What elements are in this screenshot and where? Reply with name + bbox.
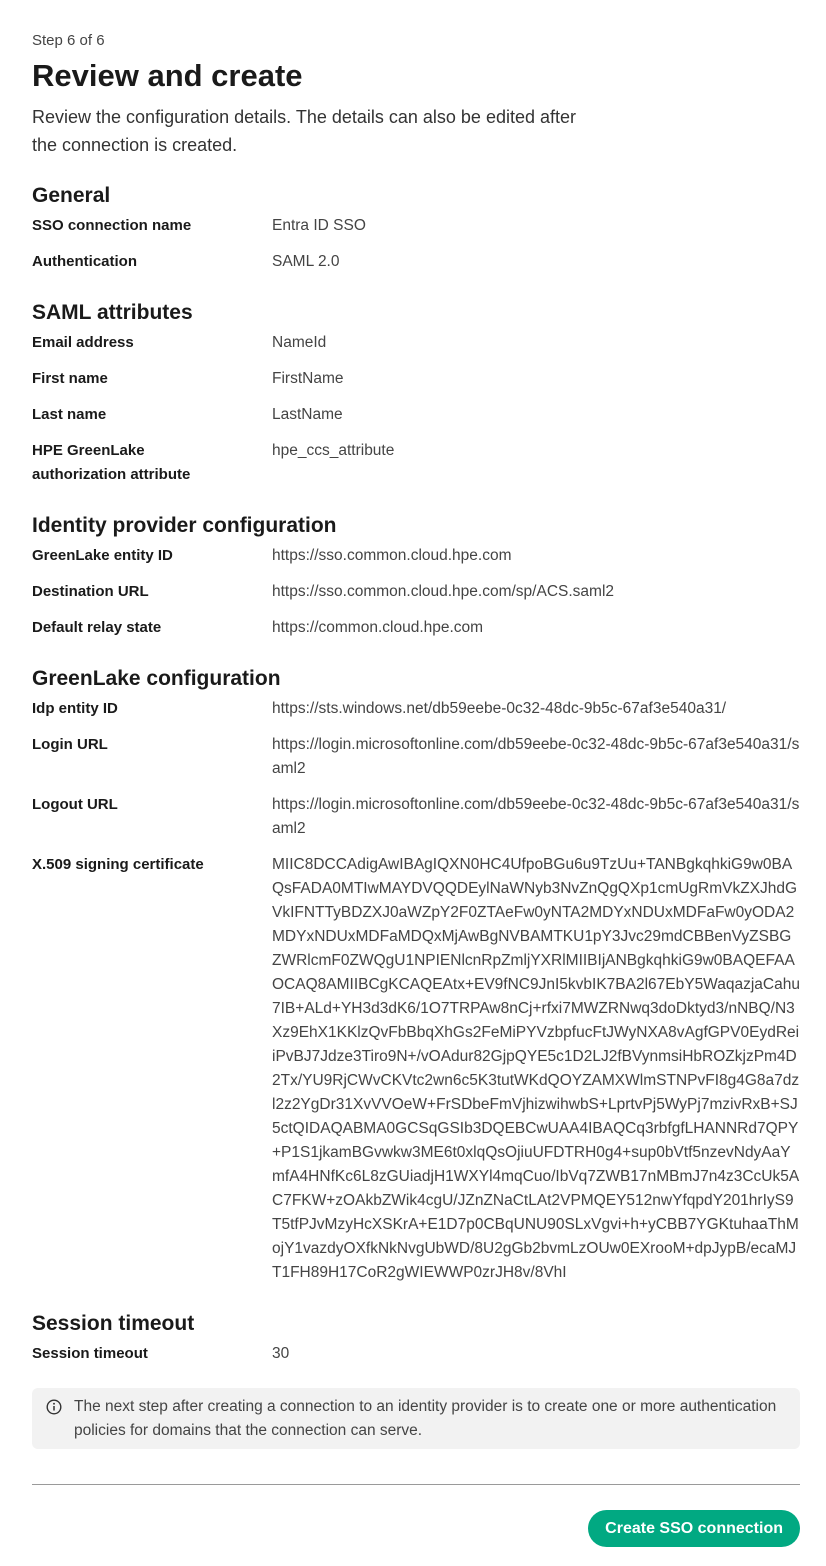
authorization-attribute-value: hpe_ccs_attribute (272, 442, 395, 459)
email-address-value: NameId (272, 334, 327, 351)
session-timeout-label: Session timeout (32, 1345, 148, 1362)
default-relay-state-label: Default relay state (32, 619, 162, 636)
login-url-label: Login URL (32, 736, 108, 753)
greenlake-configuration-section (32, 665, 800, 1285)
destination-url-value: https://sso.common.cloud.hpe.com/sp/ACS.saml2 (272, 583, 615, 600)
logout-url-value: https://login.microsoftonline.com/db59eebe-0c32-48dc-9b5c-67af3e540a31/saml2 (272, 796, 800, 837)
footer-divider (32, 1484, 800, 1485)
first-name-value: FirstName (272, 370, 344, 387)
saml-attributes-heading: SAML attributes (32, 301, 193, 324)
page-title: Review and create (32, 58, 303, 93)
last-name-label: Last name (32, 406, 107, 423)
default-relay-state-value: https://common.cloud.hpe.com (272, 619, 484, 636)
session-timeout-heading: Session timeout (32, 1312, 195, 1335)
sso-connection-name-label: SSO connection name (32, 217, 192, 234)
authentication-label: Authentication (32, 253, 137, 270)
sso-connection-name-value: Entra ID SSO (272, 217, 366, 234)
session-timeout-value: 30 (272, 1345, 290, 1362)
general-section (32, 182, 800, 282)
idp-entity-id-value: https://sts.windows.net/db59eebe-0c32-48dc-9b5c-67af3e540a31/ (272, 700, 727, 717)
email-address-label: Email address (32, 334, 134, 351)
info-notification-text: The next step after creating a connection to an identity provider is to create one or more authentication policies for domains that the connection can serve. (74, 1398, 777, 1439)
info-notification (32, 1388, 800, 1449)
greenlake-entity-id-value: https://sso.common.cloud.hpe.com (272, 547, 512, 564)
authentication-value: SAML 2.0 (272, 253, 340, 270)
create-sso-connection-button[interactable]: Create SSO connection (588, 1510, 800, 1547)
session-timeout-section (32, 1310, 800, 1370)
saml-attributes-section (32, 299, 800, 489)
destination-url-label: Destination URL (32, 583, 149, 600)
authorization-attribute-label: HPE GreenLake authorization attribute (32, 442, 191, 483)
login-url-value: https://login.microsoftonline.com/db59eebe-0c32-48dc-9b5c-67af3e540a31/saml2 (272, 736, 800, 777)
signing-certificate-value: MIIC8DCCAdigAwIBAgIQXN0HC4UfpoBGu6u9TzUu+TANBgkqhkiG9w0BAQsFADA0MTIwMAYDVQQDEylNaWNyb3NvZnQgQXp1cmUgRmVkZXJhdGVkIFNTTyBDZXJ0aWZpY2F0ZTAeFw0yNTA2MDYxNDUxMDFaFw0yODA2MDYxNDUxMDFaMDQxMjAwBgNVBAMTKU1pY3Jvc29mdCBBenVyZSBGZWRlcmF0ZWQgU1NPIENlcnRpZmljYXRlMIIBIjANBgkqhkiG9w0BAQEFAAOCAQ8AMIIBCgKCAQEAtx+EV9fNC9JnI5kvbIK7BA2l67EbY5WaqazjaCahu7IB+ALd+YH3d3dK6/1O7TRPAw8nCj+rfxi7MWZRNwq3doDktyd3/nNBQ/N3Xz9EhX1KKlzQvFbBbqXhGs2FeMiPYVzbpfucFtJWyNXA8vAgfGPV0EydReiiPvBJ7Jdze3Tiro9N+/vOAdur82GjpQYE5c1D2LJ2fBVynmsiHbROZkjzPm4D2Tx/YU9RjCWvCKVtc2wn6c5K3tutWKdQOYZAMXWlmSTNPvFI8g4G8a7dzl2z2YgDr31XvVVOeW+FrSDbeFmVjhizwihwbS+LprtvPj5WyPj7mzivRxB+SJ5ctQIDAQABMA0GCSqGSIb3DQEBCwUAA4IBAQCq3rbfgfLHANNRd7QPY+P1S1jkamBGvwkw3ME6t0xlqQsOjiuUFDTRH0g4+sup0bVtf5nzevNdyAaYmfA4HNfKc6L8zGUiadjH1WXYl4mqCuo/IbVq7ZWB17nMBmJ7n4z3CcUk5AC7FKW+zOAkbZWik4cgU/JZnZNaCtLAt2VPMQEY512nwYfqpdY201hrIyS9T5tfPJvMzyHcXSKrA+E1D7p0CBqUNU90SLxVgvi+h+yCBB7YGKtuhaaThMojY1vazdyOXfkNkNvgUbWD/8U2gGb2bvmLzOUw0EXrooM+dpJypB/ecaMJT1FH89H17CoR2gWIEWWP0zrJH8v/8VhI (272, 856, 800, 1281)
greenlake-configuration-heading: GreenLake configuration (32, 667, 281, 690)
idp-configuration-heading: Identity provider configuration (32, 514, 337, 537)
greenlake-entity-id-label: GreenLake entity ID (32, 547, 173, 564)
idp-configuration-section (32, 512, 800, 642)
last-name-value: LastName (272, 406, 343, 423)
info-icon (46, 1399, 62, 1415)
logout-url-label: Logout URL (32, 796, 118, 813)
signing-certificate-label: X.509 signing certificate (32, 856, 204, 873)
page-subtitle: Review the configuration details. The details can also be edited after the connection is created. (32, 107, 576, 155)
idp-entity-id-label: Idp entity ID (32, 700, 118, 717)
step-indicator: Step 6 of 6 (32, 32, 105, 49)
first-name-label: First name (32, 370, 108, 387)
general-heading: General (32, 184, 111, 207)
